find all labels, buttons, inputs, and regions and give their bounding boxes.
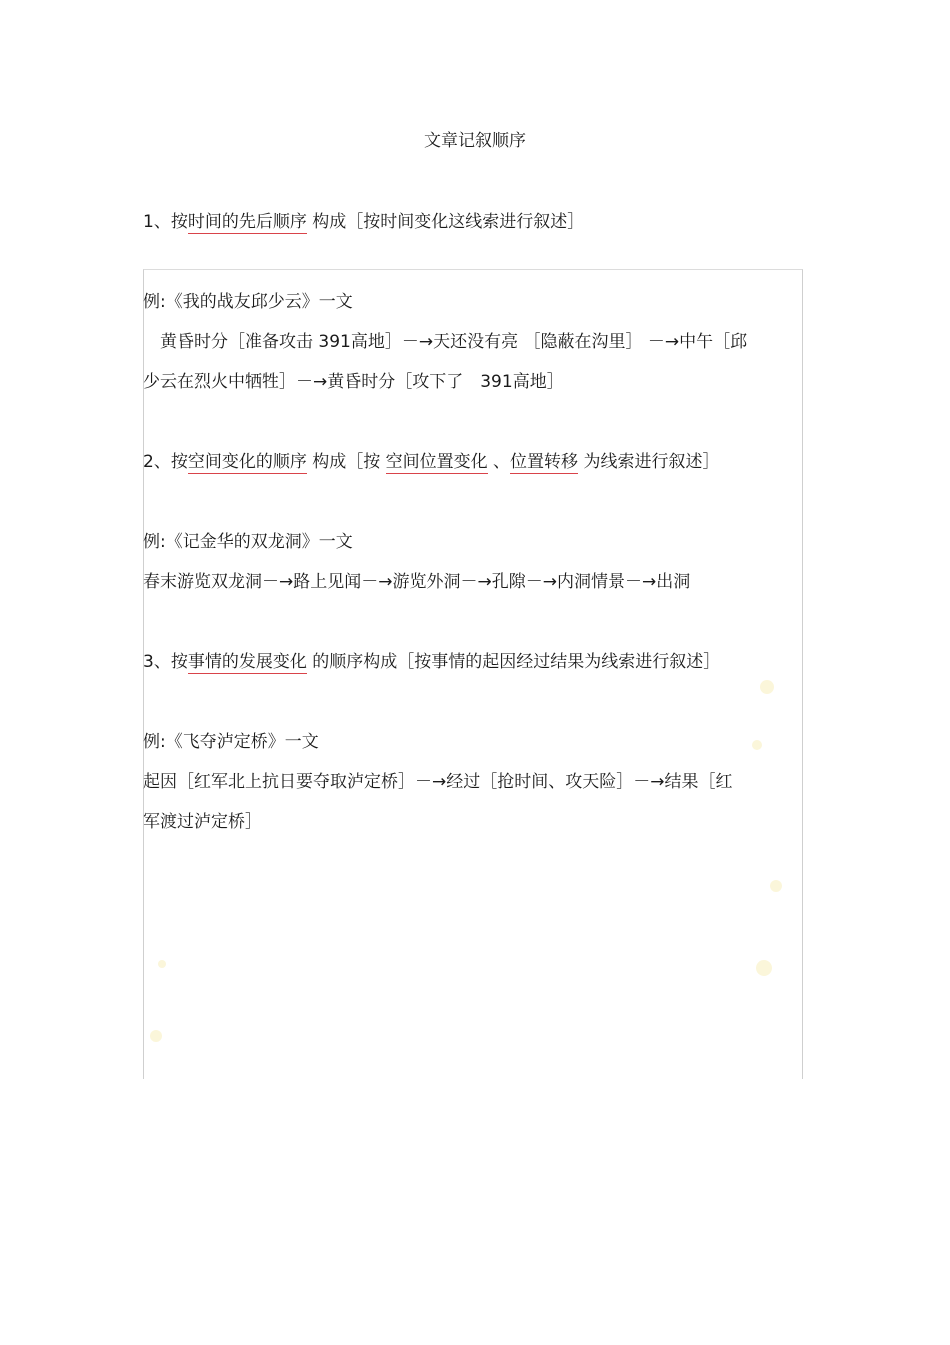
section-3-example-line: 起因［红军北上抗日要夺取泸定桥］－→经过［抢时间、攻天险］－→结果［红 [143, 772, 733, 792]
page-title: 文章记叙顺序 [424, 131, 526, 151]
background-speck [158, 960, 166, 968]
section-2-heading: 2、按空间变化的顺序 构成［按 空间位置变化 、位置转移 为线索进行叙述］ [143, 452, 720, 472]
section-3-example-line: 军渡过泸定桥］ [143, 812, 262, 832]
section-3-emphasis: 事情的发展变化 [187, 652, 307, 672]
section-3-example-label: 例:《飞夺泸定桥》一文 [143, 732, 319, 752]
section-1-emphasis: 时间的先后顺序 [187, 212, 307, 232]
section-2-emphasis: 空间位置变化 [385, 452, 488, 472]
background-speck [770, 880, 782, 892]
section-2-example-line: 春末游览双龙洞－→路上见闻－→游览外洞－→孔隙－→内洞情景－→出洞 [143, 572, 691, 592]
background-speck [150, 1030, 162, 1042]
section-3-heading: 3、按事情的发展变化 的顺序构成［按事情的起因经过结果为线索进行叙述］ [143, 652, 721, 672]
background-speck [756, 960, 772, 976]
background-speck [760, 680, 774, 694]
section-1-example-line: 少云在烈火中牺牲］－→黄昏时分［攻下了 391高地］ [143, 372, 564, 392]
section-2-example-label: 例:《记金华的双龙洞》一文 [143, 532, 353, 552]
section-1-example-line: 黄昏时分［准备攻击 391高地］－→天还没有亮 ［隐蔽在沟里］ －→中午［邱 [143, 332, 748, 352]
section-2-emphasis: 空间变化的顺序 [187, 452, 307, 472]
background-speck [752, 740, 762, 750]
section-1-example-label: 例:《我的战友邱少云》一文 [143, 292, 353, 312]
section-1-heading: 1、按时间的先后顺序 构成［按时间变化这线索进行叙述］ [143, 212, 585, 232]
section-2-emphasis: 位置转移 [510, 452, 579, 472]
